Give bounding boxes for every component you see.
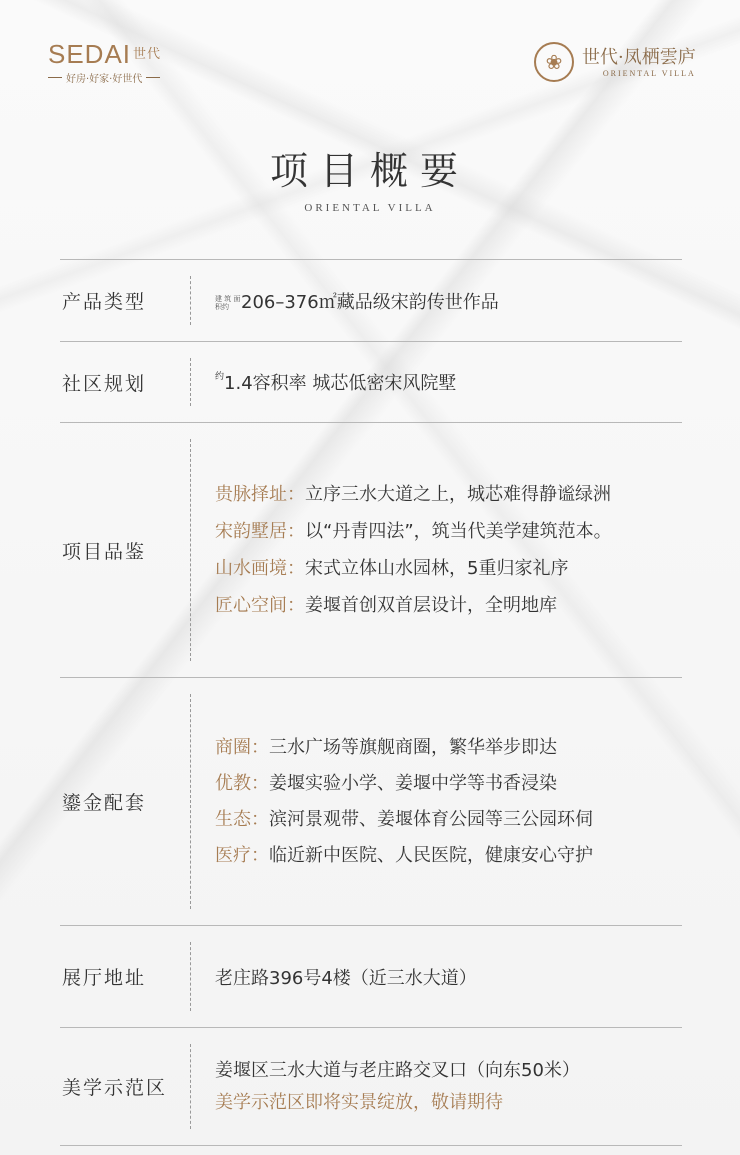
- slogan-rule-left: [48, 77, 62, 78]
- list-item: 贵脉择址：立序三水大道之上，城芯难得静谧绿洲: [215, 483, 611, 505]
- oriental-villa-logo: [534, 42, 696, 82]
- approx-prefix: 约: [215, 372, 225, 382]
- slogan-rule-right: [146, 77, 160, 78]
- row-highlights: [60, 423, 682, 678]
- row-community-planning: [60, 342, 682, 423]
- sedai-logo: [48, 40, 198, 85]
- seal-icon: ❀: [534, 42, 574, 82]
- row-label: 展厅地址: [62, 967, 147, 989]
- area-prefix: 建 筑 面积约: [215, 294, 241, 311]
- list-item: 匠心空间：姜堰首创双首层设计，全明地库: [215, 594, 557, 616]
- row-showroom-address: [60, 926, 682, 1028]
- demo-notice: 美学示范区即将实景绽放，敬请期待: [215, 1091, 503, 1113]
- brand-name: SEDAI: [48, 39, 132, 69]
- list-item: 商圈：三水广场等旗舰商圈，繁华举步即达: [215, 736, 557, 758]
- list-item: 医疗：临近新中医院、人民医院，健康安心守护: [215, 844, 593, 866]
- row-product-type: [60, 260, 682, 342]
- row-label: 美学示范区: [62, 1077, 168, 1099]
- row-amenities: [60, 678, 682, 926]
- brand-slogan: 好房·好家·好世代: [66, 74, 143, 85]
- list-item: 山水画境：宋式立体山水园林，5重归家礼序: [215, 557, 569, 579]
- project-name-cn: 世代·凤栖雲庐: [582, 46, 696, 68]
- page-subtitle: ORIENTAL VILLA: [304, 202, 436, 214]
- row-label: 项目品鉴: [62, 540, 147, 563]
- row-label: 社区规划: [62, 372, 147, 395]
- page-title: 项目概要: [269, 149, 470, 193]
- list-item: 生态：滨河景观带、姜堰体育公园等三公园环伺: [215, 808, 593, 830]
- row-label: 鎏金配套: [62, 792, 147, 814]
- community-value: 1.4容积率 城芯低密宋风院墅: [224, 373, 457, 394]
- row-demo-area: [60, 1028, 682, 1146]
- brand-name-cn: 世代: [133, 46, 162, 61]
- row-label: 产品类型: [62, 291, 147, 313]
- list-item: 宋韵墅居：以“丹青四法”，筑当代美学建筑范本。: [215, 520, 612, 542]
- product-value: 206–376㎡藏品级宋韵传世作品: [241, 291, 499, 313]
- showroom-address: 老庄路396号4楼（近三水大道）: [215, 967, 477, 989]
- project-name-en: ORIENTAL VILLA: [602, 68, 696, 78]
- list-item: 优教：姜堰实验小学、姜堰中学等书香浸染: [215, 772, 557, 794]
- overview-table: [60, 259, 682, 1146]
- demo-address: 姜堰区三水大道与老庄路交叉口（向东50米）: [215, 1059, 580, 1081]
